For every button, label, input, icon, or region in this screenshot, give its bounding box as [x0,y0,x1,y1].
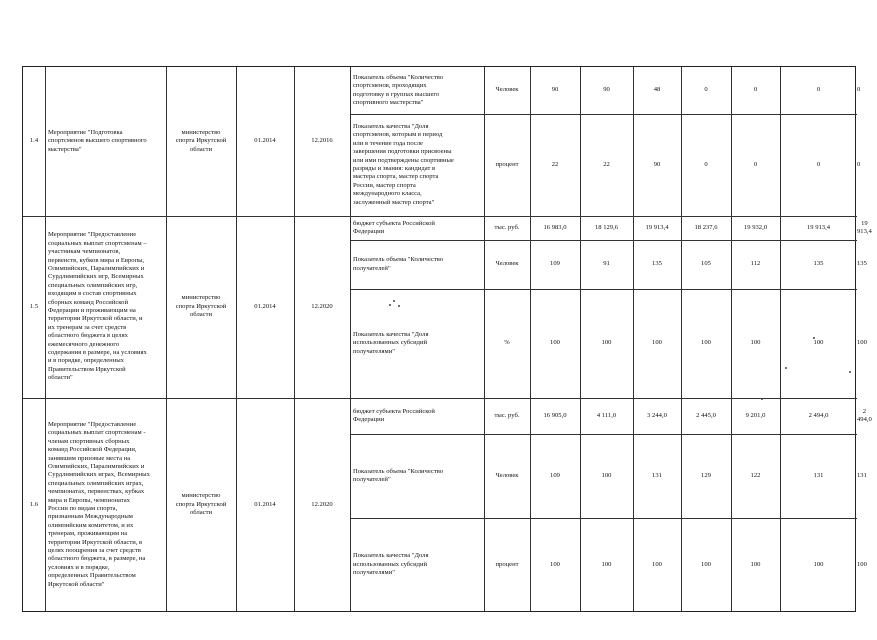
executor: министерство спорта Иркутской области [175,294,227,319]
indicator-value: 18 129,6 [594,223,619,231]
scan-speck [761,398,763,400]
executor: министерство спорта Иркутской области [175,128,227,153]
start-date: 01.2014 [254,302,276,310]
indicator-value: 48 [653,86,661,94]
scan-speck [849,371,851,373]
indicator-name: бюджет субъекта Российской Федерации [353,219,435,235]
indicator-value: 22 [603,160,610,168]
indicator-value: 100 [601,471,612,479]
indicator-value: 3 244,0 [647,411,667,419]
indicator-value: 2 494,0 [808,411,829,419]
indicator-value: 100 [550,560,560,568]
indicator-value: 22 [551,160,559,168]
row-number: 1.6 [29,500,39,508]
indicator-value: 0 [857,86,861,94]
indicator-value: 135 [857,260,867,268]
indicator-value: 100 [813,339,824,347]
indicator-name: Показатель объема "Количество получателей" [353,256,444,272]
indicator-value: 135 [813,260,824,268]
indicator-value: 0 [753,86,758,94]
scan-speck [813,337,815,339]
indicator-value: 131 [652,471,662,479]
indicator-value: 0 [857,160,861,168]
indicator-value: 0 [816,86,821,94]
indicator-value: 100 [750,339,761,347]
indicator-name: бюджет субъекта Российской Федерации [353,407,435,423]
indicator-value: 90 [551,86,559,94]
indicator-value: 19 913,4 [645,223,669,231]
indicator-value: 100 [601,560,612,568]
row-number: 1.4 [29,137,39,145]
scan-speck [389,304,391,306]
indicator-value: 100 [652,339,662,347]
indicator-unit: процент [495,160,519,168]
indicator-value: 100 [701,339,711,347]
scan-speck [785,367,787,369]
indicator-unit: % [504,339,510,347]
indicator-value: 100 [701,560,711,568]
indicator-value: 112 [750,260,761,268]
indicator-value: 109 [550,471,560,479]
start-date: 01.2014 [254,137,276,145]
indicator-value: 18 237,6 [694,223,718,231]
indicator-value: 19 913,4 [806,223,831,231]
indicator-unit: тыс. руб. [494,411,520,419]
document-table [22,66,872,612]
indicator-name: Показатель объема "Количество спортсменов, проходящих подготовку в группах высшего спортивного мастерства" [353,73,444,106]
indicator-value: 100 [652,560,662,568]
indicator-value: 129 [701,471,711,479]
end-date: 12.2016 [311,137,333,145]
indicator-name: Показатель качества "Доля использованных субсидий получателями" [353,552,429,577]
indicator-unit: Человек [495,260,519,268]
measure-description: Мероприятие "Предоставление социальных выплат спортсменам – участникам чемпионатов, первенств, кубков мира и Европы, Олимпийских, Паралимпийских и Сурдлимпийских игр, Всемирных специальных олимпийских игр, входящим в состав спортивных сборных команд Российской Федерации и проживающим на территории Иркутской области, и их тренерам за счет средств областного бюджета в целях ежемесячного денежного содержания в размере, на условиях и в порядке, определенных Правительством Иркутской области" [48,231,147,382]
indicator-value: 100 [813,560,824,568]
indicator-value: 100 [750,560,761,568]
indicator-value: 100 [857,560,867,568]
end-date: 12.2020 [311,302,333,310]
indicator-value: 90 [653,160,661,168]
indicator-value: 90 [603,86,610,94]
indicator-unit: Человек [495,86,519,94]
row-number: 1.5 [29,302,39,310]
indicator-value: 100 [857,339,867,347]
indicator-value: 19 913,4 [857,219,872,235]
measure-description: Мероприятие "Предоставление социальных выплат спортсменам - членам спортивных сборных команд Российской Федерации, занявшим призовые места на Олимпийских, Паралимпийских и Сурдлимпийских играх, Всемирных специальных олимпийских играх, чемпионатах, первенствах, кубках мира и Европы, чемпионатах России по видам спорта, признанным Международным олимпийским комитетом, и их тренерам, проживающим на территории Иркутской области, в целях поощрения за счет средств областного бюджета, в размере, на условиях и в порядке, определенных Правительством Иркутской области" [48,420,150,588]
indicator-value: 105 [701,260,711,268]
indicator-value: 9 201,0 [745,411,766,419]
scan-speck [393,300,395,302]
scan-speck [398,305,400,307]
indicator-unit: процент [495,560,519,568]
indicator-value: 0 [704,160,708,168]
indicator-name: Показатель объема "Количество получателей" [353,467,444,483]
indicator-value: 2 445,0 [696,411,716,419]
indicator-value: 0 [753,160,758,168]
indicator-value: 131 [857,471,867,479]
start-date: 01.2014 [254,500,276,508]
indicator-value: 91 [603,260,610,268]
indicator-value: 0 [704,86,708,94]
indicator-value: 109 [550,260,560,268]
indicator-value: 135 [652,260,662,268]
indicator-value: 16 983,0 [543,223,567,231]
indicator-name: Показатель качества "Доля использованных субсидий получателями" [353,330,429,355]
end-date: 12.2020 [311,500,333,508]
indicator-unit: Человек [495,471,519,479]
executor: министерство спорта Иркутской области [175,492,227,517]
indicator-name: Показатель качества "Доля спортсменов, которым в период или в течение года после завершения подготовки присвоены или ими подтверждены спортивные разряды и звания: кандидат в мастера спорта, мастер спорта России, мастер спорта международного класса, заслуженный мастер спорта" [353,122,454,206]
indicator-value: 19 932,0 [743,223,768,231]
indicator-unit: тыс. руб. [494,223,520,231]
indicator-value: 4 111,0 [596,411,617,419]
indicator-value: 16 905,0 [543,411,567,419]
indicator-value: 100 [601,339,612,347]
indicator-value: 0 [816,160,821,168]
indicator-value: 131 [813,471,824,479]
indicator-value: 100 [550,339,560,347]
measure-description: Мероприятие "Подготовка спортсменов высшего спортивного мастерства" [48,128,147,153]
indicator-value: 2 494,0 [857,407,872,423]
indicator-value: 122 [750,471,761,479]
